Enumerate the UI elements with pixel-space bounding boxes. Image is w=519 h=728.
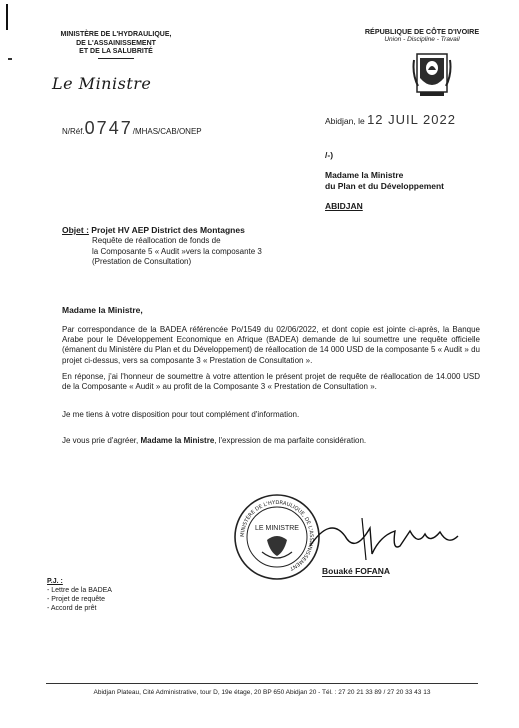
footer-address: Abidjan Plateau, Cité Administrative, tour D, 19e étage, 20 BP 650 Abidjan 20 - Tél. : 27 20 21 33 89 / 27 20 33 43 13 (93, 689, 431, 696)
objet-details (92, 236, 262, 268)
republic-header (352, 27, 492, 44)
objet-line-1: Requête de réallocation de fonds de (92, 236, 221, 245)
closing-bold: Madame la Ministre (140, 436, 215, 445)
signature-underline (322, 576, 382, 577)
reference-prefix: N/Réf. (62, 127, 85, 136)
closing-end: , l'expression de ma parfaite considération. (214, 436, 367, 445)
objet-title: Projet HV AEP District des Montagnes (91, 225, 245, 235)
republic-title: RÉPUBLIQUE DE CÔTE D'IVOIRE (364, 27, 480, 36)
attachments-block (47, 577, 112, 613)
attachment-item: - Accord de prêt (47, 605, 97, 612)
scan-mark (6, 4, 8, 30)
objet-line-2: la Composante 5 « Audit »vers la composante 3 (92, 246, 262, 256)
date-value: 12 JUIL 2022 (367, 112, 456, 127)
ministry-divider (98, 58, 134, 59)
attachment-item: - Projet de requête (47, 596, 105, 603)
date-line (325, 112, 456, 127)
reference-line (62, 118, 202, 139)
body-paragraph-4 (62, 436, 480, 446)
scan-dot (8, 58, 12, 60)
reference-suffix: /MHAS/CAB/ONEP (132, 127, 202, 136)
reference-number: 0747 (84, 118, 133, 138)
le-ministre-title: Le Ministre (52, 74, 152, 93)
attachment-item: - Lettre de la BADEA (47, 587, 112, 594)
republic-motto: Union - Discipline - Travail (384, 36, 460, 43)
stamp-ring-text: MINISTÈRE DE L'HYDRAULIQUE, DE L'ASSAINISSEMENT (239, 499, 315, 572)
body-paragraph-2: En réponse, j'ai l'honneur de soumettre à votre attention le présent projet de requête de réallocation de 14.000 USD de la Composante « Audit » au profit de la Composante 3 « Prestation de Consultation ». (62, 372, 480, 392)
body-paragraph-1: Par correspondance de la BADEA référencée Po/1549 du 02/06/2022, et dont copie est jointe ci-après, la Banque Arabe pour le Développement Economique en Afrique (BADEA) demande de lui soumettre une requête officielle (émanent du Ministère du Plan et du Développement) de réallocation de 14 000 USD de la composante 5 « Audit » du projet ci-dessus, vers sa composante 3 « Prestation de Consultation ». (62, 325, 480, 365)
ministry-header (46, 31, 186, 59)
ministry-line-2: DE L'ASSAINISSEMENT (76, 39, 156, 47)
objet-line-3: (Prestation de Consultation) (92, 257, 192, 266)
objet-heading (62, 225, 245, 235)
ministry-line-1: MINISTÈRE DE L'HYDRAULIQUE, (60, 31, 172, 38)
closing-start: Je vous prie d'agréer, (62, 436, 141, 445)
body-paragraph-3: Je me tiens à votre disposition pour tout complément d'information. (62, 410, 300, 419)
recipient-marker: /-) (325, 150, 334, 160)
ministry-line-3: ET DE LA SALUBRITÉ (79, 48, 153, 55)
objet-label: Objet : (62, 225, 89, 235)
recipient-block (325, 150, 444, 212)
salutation: Madame la Ministre, (62, 305, 143, 315)
footer-divider (46, 683, 478, 684)
coat-of-arms-icon (412, 48, 452, 100)
stamp-center-text: LE MINISTRE (255, 525, 299, 532)
attachments-label: P.J. : (47, 578, 63, 585)
recipient-line-1: Madame la Ministre (325, 170, 404, 180)
signatory-name: Bouaké FOFANA (322, 566, 391, 576)
date-prefix: Abidjan, le (325, 116, 365, 126)
recipient-city: ABIDJAN (325, 201, 363, 211)
recipient-line-2: du Plan et du Développement (325, 181, 445, 191)
